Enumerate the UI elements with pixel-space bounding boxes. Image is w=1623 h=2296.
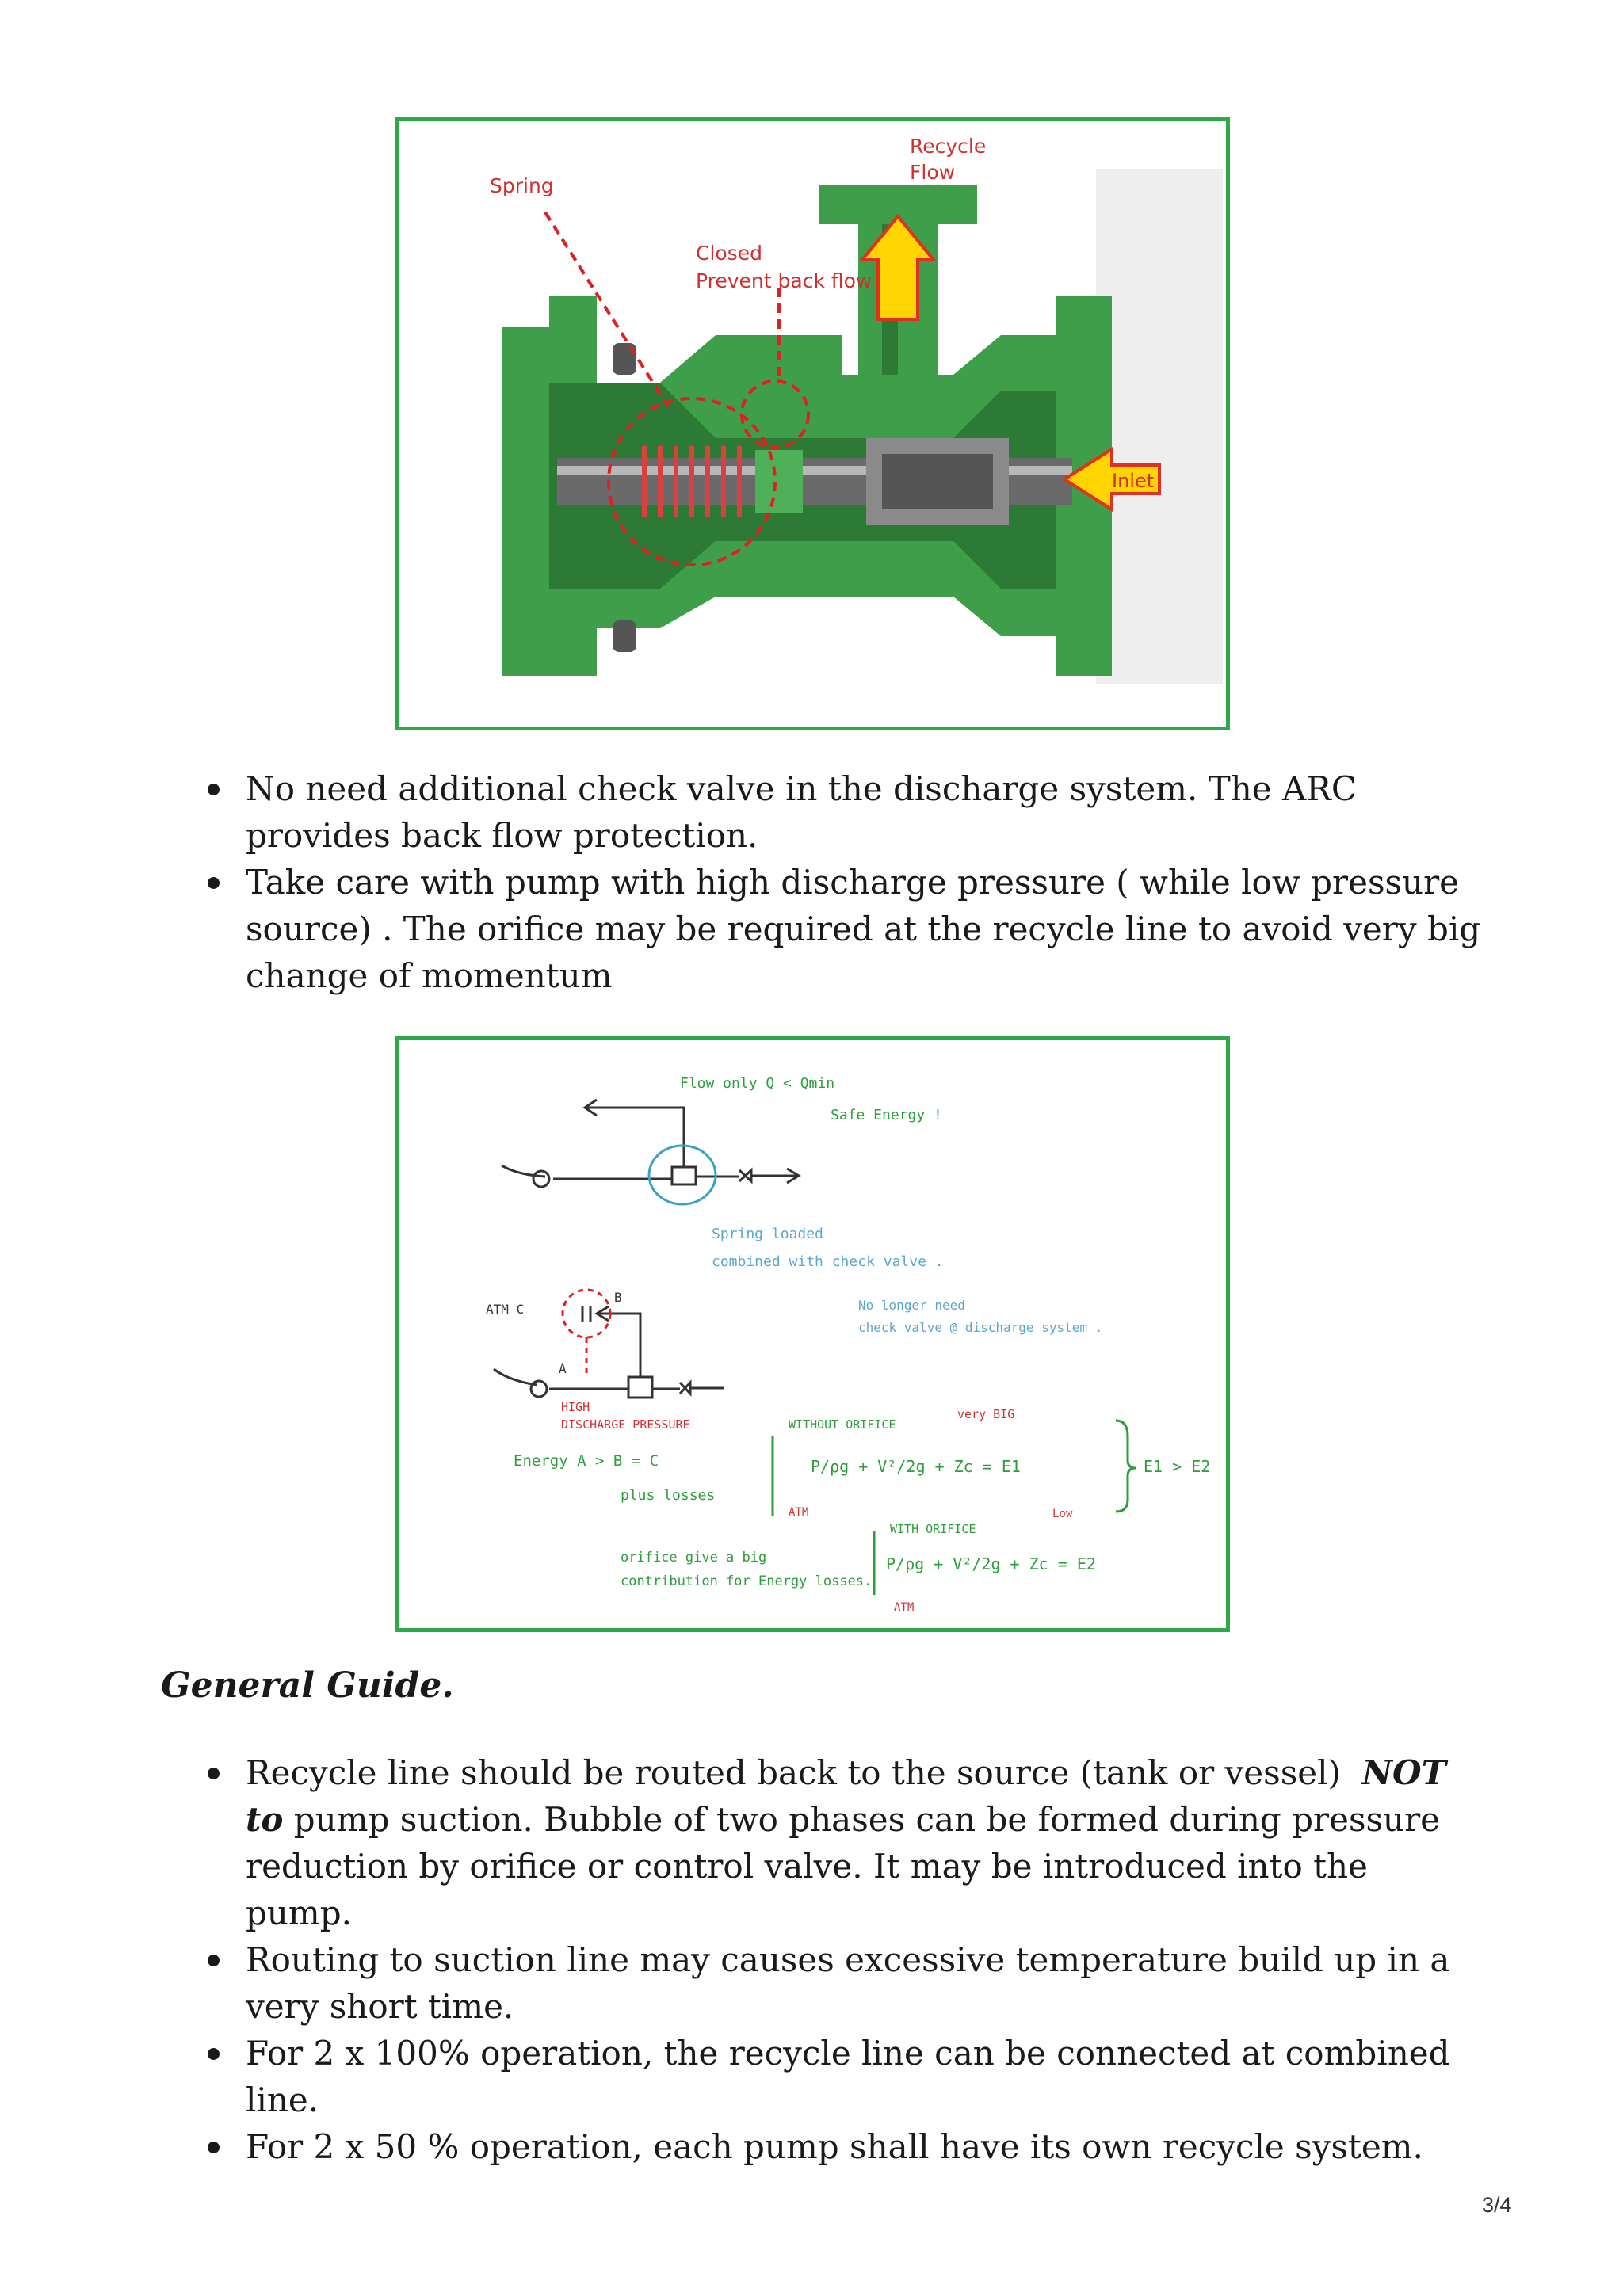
contribution-note: contribution for Energy losses.: [621, 1573, 873, 1589]
arc-valve-cutaway-figure: [395, 117, 1230, 730]
without-orifice-label: WITHOUT ORIFICE: [789, 1417, 896, 1432]
general-guide-list: [214, 1749, 1482, 2170]
guide-bullet1-after: pump suction. Bubble of two phases can be formed during pressure reduction by orifice or control valve. It may be introduced into the pump.: [246, 1800, 1441, 1932]
list-item: No need additional check valve in the discharge system. The ARC provides back flow protection.: [214, 765, 1482, 859]
atm-label-1: ATM: [789, 1506, 809, 1519]
list-item: For 2 x 100% operation, the recycle line can be connected at combined line.: [214, 2030, 1482, 2123]
energy-equation: Energy A > B = C: [514, 1452, 659, 1470]
flow-only-note: Flow only Q < Qmin: [680, 1075, 835, 1092]
spring-coils: [644, 446, 739, 517]
list-item: Take care with pump with high discharge pressure ( while low pressure source) . The orifice may be required at the recycle line to avoid very big change of momentum: [214, 859, 1482, 999]
guide-bullet1-emphasis: NOT to: [246, 1753, 1446, 1839]
combined-check-note: combined with check valve .: [712, 1253, 944, 1270]
no-longer-note: No longer need: [858, 1298, 965, 1313]
recycle-label-1: Recycle: [910, 135, 987, 158]
inlet-label: Inlet: [1112, 470, 1155, 492]
very-big-label: very BIG: [957, 1407, 1015, 1421]
low-label: Low: [1052, 1508, 1073, 1520]
general-guide-heading: General Guide.: [161, 1665, 454, 1706]
point-b-label: B: [614, 1290, 622, 1305]
list-item: [214, 1749, 1482, 1936]
safe-energy-note: Safe Energy !: [831, 1107, 942, 1123]
arc-valve-illustration: [399, 121, 1226, 727]
orifice-give-note: orifice give a big: [621, 1550, 767, 1566]
point-a-label: A: [559, 1361, 567, 1376]
high-label: HIGH: [561, 1400, 590, 1414]
equation-without-orifice: P/ρg + V²/2g + Zc = E1: [811, 1457, 1021, 1476]
whiteboard-sketch-figure: [395, 1036, 1230, 1632]
energy-sketch: [399, 1040, 1226, 1628]
bolt-bottom: [613, 620, 636, 652]
guide-bullet1-before: Recycle line should be routed back to the source (tank or vessel): [246, 1753, 1341, 1792]
atm-c-label: ATM C: [486, 1302, 525, 1317]
spring-loaded-note: Spring loaded: [712, 1226, 823, 1242]
discharge-pressure-label: DISCHARGE PRESSURE: [561, 1417, 690, 1432]
recycle-notes-list: [214, 765, 1482, 999]
spring-label: Spring: [490, 174, 554, 197]
page-number: 3/4: [1482, 2193, 1512, 2217]
energy-result: E1 > E2: [1144, 1457, 1211, 1476]
list-item: Routing to suction line may causes excessive temperature build up in a very short time.: [214, 1936, 1482, 2030]
list-item: For 2 x 50 % operation, each pump shall have its own recycle system.: [214, 2123, 1482, 2170]
recycle-label-2: Flow: [910, 161, 956, 184]
with-orifice-label: WITH ORIFICE: [890, 1522, 976, 1536]
atm-label-2: ATM: [894, 1601, 915, 1614]
closed-label: Closed: [696, 242, 762, 265]
check-discharge-note: check valve @ discharge system .: [858, 1320, 1103, 1335]
prevent-back-flow-label: Prevent back flow: [696, 269, 873, 292]
plus-losses-note: plus losses: [621, 1487, 716, 1504]
check-valve-ellipse: [649, 1146, 716, 1204]
equation-with-orifice: P/ρg + V²/2g + Zc = E2: [886, 1554, 1096, 1573]
